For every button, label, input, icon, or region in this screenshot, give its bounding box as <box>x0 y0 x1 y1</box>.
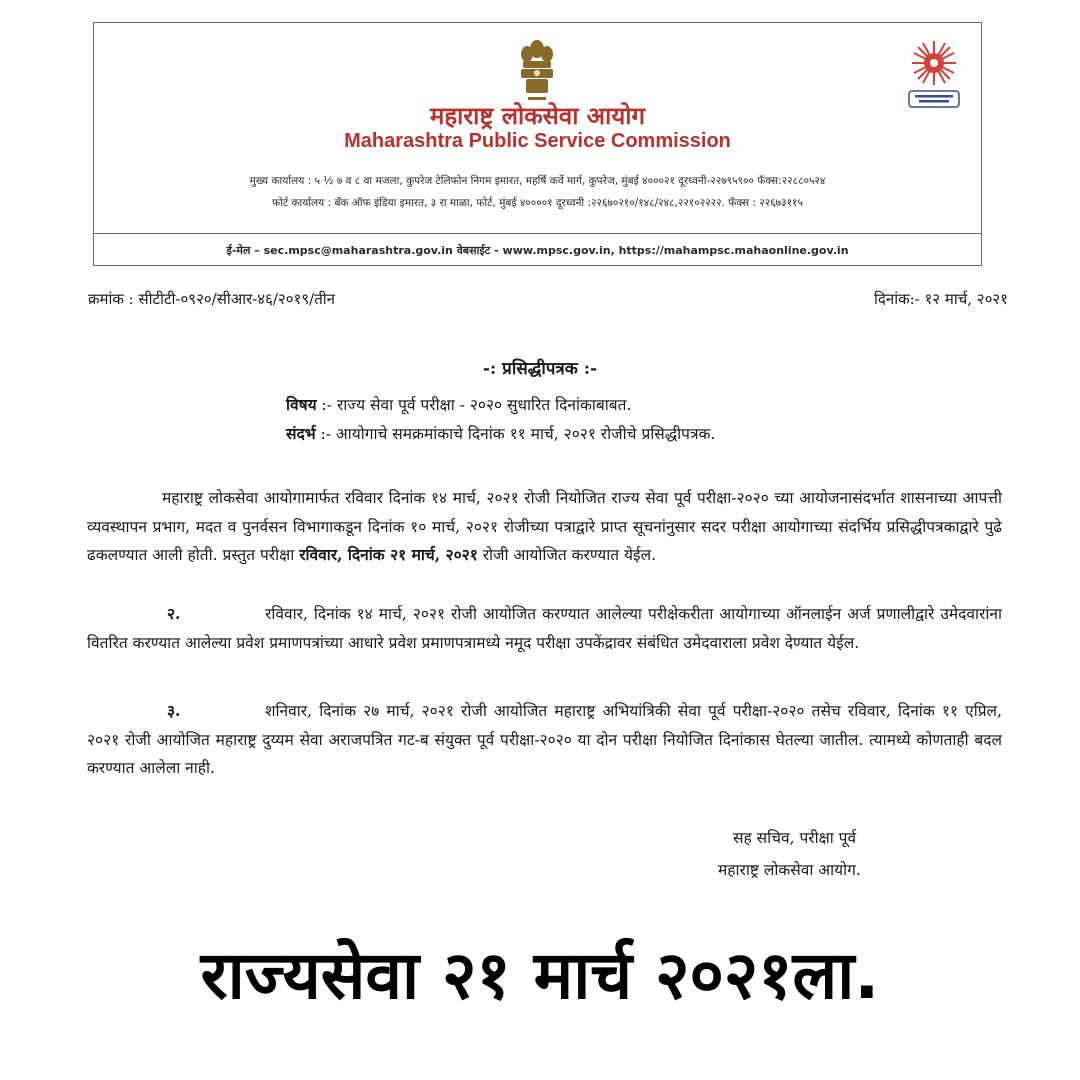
paragraph-2-number: २. <box>167 604 181 623</box>
reference-line <box>286 422 715 444</box>
paragraph-3 <box>87 697 1002 783</box>
subject-label: विषय <box>286 395 317 414</box>
paragraph-2-text: रविवार, दिनांक १४ मार्च, २०२१ रोजी आयोजित करण्यात आलेल्या परीक्षेकरीता आयोगाच्या ऑनलाईन अर्ज प्रणालीद्वारे उमेदवारांना वितरित करण्यात आलेल्या प्रवेश प्रमाणपत्रांच्या आधारे प्रवेश प्रमाणपत्रामध्ये नमूद परीक्षा उपकेंद्रावर संबंधित उमेदवाराला प्रवेश देण्यात येईल. <box>87 605 1002 652</box>
signature-organization: महाराष्ट्र लोकसेवा आयोग. <box>718 861 861 879</box>
notice-heading: -: प्रसिद्धीपत्रक :- <box>482 359 598 379</box>
reference-label: संदर्भ <box>286 424 316 443</box>
fort-office-address: फोर्ट कार्यालय : बँक ऑफ इंडिया इमारत, ३ रा माळा, फोर्ट, मुंबई ४००००१ दूरध्वनी :२२६७०२१०/१४८/२४८,२२१०२२२२. फॅक्स : २२६७३११५ <box>272 197 803 209</box>
signature-designation: सह सचिव, परीक्षा पूर्व <box>733 829 857 847</box>
paragraph-3-number: ३. <box>167 701 181 720</box>
letterhead <box>93 22 982 266</box>
letterhead-divider <box>94 233 981 234</box>
headline-caption: राज्यसेवा २१ मार्च २०२१ला. <box>200 937 880 1014</box>
paragraph-1-bold-date: रविवार, दिनांक २१ मार्च, २०२१ <box>299 545 478 564</box>
paragraph-1-tail: रोजी आयोजित करण्यात येईल. <box>482 546 657 564</box>
head-office-address: मुख्य कार्यालय : ५ ½ ७ व ८ वा मजला, कुपरेज टेलिफोन निगम इमारत, महर्षि कर्वे मार्ग, कुपरेज, मुंबई ४०००२१ दूरध्वनी-२२७९५९०० फॅक्स:२२८८०५२४ <box>249 175 826 187</box>
paragraph-1 <box>87 484 1002 570</box>
paragraph-3-text: शनिवार, दिनांक २७ मार्च, २०२१ रोजी आयोजित महाराष्ट्र अभियांत्रिकी सेवा पूर्व परीक्षा-२०२० तसेच रविवार, दिनांक ११ एप्रिल, २०२१ रोजी आयोजित महाराष्ट्र दुय्यम सेवा अराजपत्रित गट-ब संयुक्त पूर्व परीक्षा-२०२० या दोन परीक्षा नियोजित दिनांकास घेतल्या जातील. त्यामध्ये कोणताही बदल करण्यात आलेला नाही. <box>87 702 1002 777</box>
paragraph-1-text: महाराष्ट्र लोकसेवा आयोगामार्फत रविवार दिनांक १४ मार्च, २०२१ रोजी नियोजित राज्य सेवा पूर्व परीक्षा-२०२० च्या आयोजनासंदर्भात शासनाच्या आपत्ती व्यवस्थापन प्रभाग, मदत व पुनर्वसन विभागाकडून दिनांक १० मार्च, २०२१ रोजीच्या पत्राद्वारे प्राप्त सूचनांनुसार सदर परीक्षा आयोगाच्या संदर्भिय प्रसिद्धीपत्रकाद्वारे पुढे ढकलण्यात आली होती. प्रस्तुत परीक्षा <box>87 489 1002 564</box>
reference-number: क्रमांक : सीटीटी-०९२०/सीआर-४६/२०१९/तीन <box>88 290 335 308</box>
contact-line: ई-मेल – sec.mpsc@maharashtra.gov.in वेबसाईट - www.mpsc.gov.in, https://mahampsc.mahaonline.gov.in <box>226 244 849 257</box>
subject-text: :- राज्य सेवा पूर्व परीक्षा - २०२० सुधारित दिनांकाबाबत. <box>321 396 632 414</box>
ashoka-emblem-icon <box>514 37 560 107</box>
commission-title-english: Maharashtra Public Service Commission <box>344 130 731 152</box>
subject-line <box>286 393 631 415</box>
paragraph-2 <box>87 600 1002 657</box>
commission-title-marathi: महाराष्ट्र लोकसेवा आयोग <box>430 102 645 130</box>
mpsc-sun-logo-icon <box>901 37 967 113</box>
reference-text: :- आयोगाचे समक्रमांकाचे दिनांक ११ मार्च, २०२१ रोजीचे प्रसिद्धीपत्रक. <box>320 425 716 443</box>
reference-date: दिनांक:- १२ मार्च, २०२१ <box>874 290 1008 308</box>
